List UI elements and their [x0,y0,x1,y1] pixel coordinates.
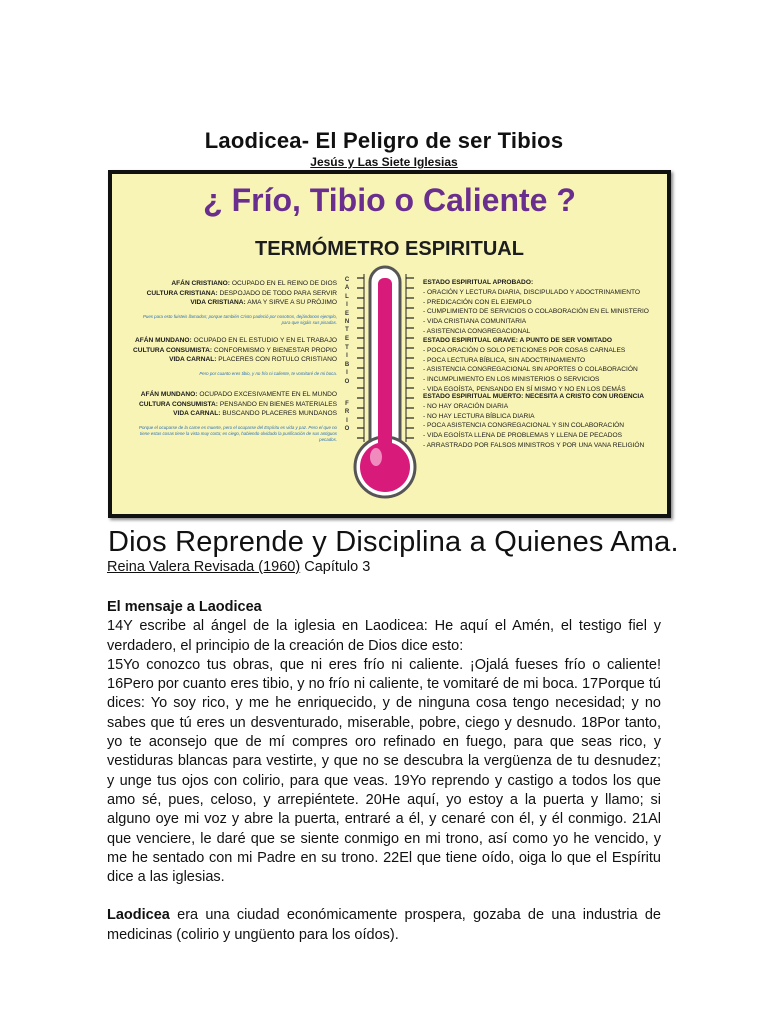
right-item: - VIDA CRISTIANA COMUNITARIA [423,318,527,326]
right-item: - INCUMPLIMIENTO EN LOS MINISTERIOS O SERVICIOS [423,376,600,384]
right-head: ESTADO ESPIRITUAL GRAVE: A PUNTO DE SER VOMITADO [423,337,613,344]
main-heading: Dios Reprende y Disciplina a Quienes Ama. [108,526,679,558]
thermometer-ticks-right [406,278,414,438]
left-quote: Porque el ocuparse de la carne es muerte, pero el ocuparse del Espíritu es vida y paz. Pero el que no tiene estas cosas tiene la vista muy corta; es ciego, habiendo olvidado la purificación de sus antiguos pecados. [139,424,337,442]
right-item: - VIDA EGOÍSTA, PENSANDO EN SÍ MISMO Y NO EN LOS DEMÁS [423,385,626,393]
chapter-label: Capítulo 3 [300,559,371,575]
poster-subheading: TERMÓMETRO ESPIRITUAL [255,238,524,260]
left-line: AFÁN MUNDANO: OCUPADO EN EL ESTUDIO Y EN EL TRABAJO [134,337,337,344]
document-subtitle: Jesús y Las Siete Iglesias [310,155,458,169]
right-group-grave [423,336,638,395]
right-head: ESTADO ESPIRITUAL MUERTO: NECESITA A CRISTO CON URGENCIA [423,393,645,400]
scale-word-frio: F R I O [344,401,350,433]
left-line: AFÁN CRISTIANO: OCUPADO EN EL REINO DE DIOS [171,280,337,287]
thermometer-bulb-shine [370,448,382,466]
right-head: ESTADO ESPIRITUAL APROBADO: [423,279,534,286]
left-group-hot [137,279,337,326]
thermometer-ticks-left [357,278,364,438]
right-item: - POCA ORACIÓN O SOLO PETICIONES POR COSAS CARNALES [423,346,626,354]
right-item: - NO HAY LECTURA BÍBLICA DIARIA [423,412,535,420]
section-title: El mensaje a Laodicea [107,599,262,615]
right-item: - ASISTENCIA CONGREGACIONAL [423,327,531,335]
right-item: - VIDA EGOÍSTA LLENA DE PROBLEMAS Y LLENA DE PECADOS [423,432,622,440]
right-item: - ASISTENCIA CONGREGACIONAL SIN APORTES O COLABORACIÓN [423,366,638,374]
left-group-lukewarm [133,336,337,377]
left-line: CULTURA CONSUMISTA: PENSANDO EN BIENES MATERIALES [139,400,337,408]
document-title: Laodicea- El Peligro de ser Tibios [204,128,564,153]
right-group-approved [423,278,649,337]
scale-word-tibio: T I B I O [344,345,350,385]
right-item: - POCA LECTURA BÍBLICA, SIN ADOCTRINAMIENTO [423,356,586,364]
thermometer-infographic [108,170,671,518]
right-item: - ARRASTRADO POR FALSOS MINISTROS Y POR UNA VANA RELIGIÓN [423,441,645,449]
left-line: CULTURA CRISTIANA: DESPOJADO DE TODO PARA SERVIR [146,289,337,297]
left-line: VIDA CRISTIANA: AMA Y SIRVE A SU PRÓJIMO [190,299,337,307]
closing-paragraph [107,906,661,945]
right-item: - POCA ASISTENCIA CONGREGACIONAL Y SIN COLABORACIÓN [423,422,625,430]
verse-paragraph-1: 14Y escribe al ángel de la iglesia en Laodicea: He aquí el Amén, el testigo fiel y verdadero, el principio de la creación de Dios dice esto: [107,618,661,654]
verse-paragraph-2: 15Yo conozco tus obras, que ni eres frío ni caliente. ¡Ojalá fueses frío o caliente! 16Pero por cuanto eres tibio, y no frío ni caliente, te vomitaré de mi boca. 17Porque tú dices: Yo soy rico, y me he enriquecido, y de ninguna cosa tengo necesidad; y no sabes que tú eres un desventurado, miserable, pobre, ciego y desnudo. 18Por tanto, yo te aconsejo que de mí compres oro refinado en fuego, para que seas rico, y vestiduras blancas para vestirte, y que no se descubra la vergüenza de tu desnudez; y unge tus ojos con colirio, para que veas. 19Yo reprendo y castigo a todos los que amo sé, pues, celoso, y arrepiéntete. 20He aquí, yo estoy a la puerta y llamo; si alguno oye mi voz y abre la puerta, entraré a él, y cenaré con él, y él conmigo. 21Al que venciere, le daré que se siente conmigo en mi trono, así como yo he vencido, y me he sentado con mi Padre en su trono. 22El que tiene oído, oiga lo que el Espíritu dice a las iglesias. [107,656,661,886]
right-item: - NO HAY ORACIÓN DIARIA [423,402,509,410]
right-item: - CUMPLIMIENTO DE SERVICIOS O COLABORACIÓN EN EL MINISTERIO [423,308,649,316]
bible-version-line [107,559,370,575]
left-quote: Pero por cuanto eres tibio, y no frío ni caliente, te vomitaré de mi boca. [199,370,337,376]
left-line: VIDA CARNAL: PLACERES CON ROTULO CRISTIANO [169,356,337,364]
bible-version-link[interactable]: Reina Valera Revisada (1960) [107,559,301,575]
left-group-cold [137,390,337,443]
scale-word-caliente: C A L I E N T E [344,277,350,342]
right-item: - PREDICACIÓN CON EL EJEMPLO [423,298,532,306]
closing-bold: Laodicea [107,907,170,924]
thermometer-mercury [378,278,392,458]
poster-heading: ¿ Frío, Tibio o Caliente ? [203,182,576,218]
left-line: AFÁN MUNDANO: OCUPADO EXCESIVAMENTE EN EL MUNDO [140,391,337,398]
left-line: CULTURA CONSUMISTA: CONFORMISMO Y BIENESTAR PROPIO [133,346,337,354]
right-item: - ORACIÓN Y LECTURA DIARIA, DISCIPULADO Y ADOCTRINAMIENTO [423,288,641,296]
left-quote: Pues para esto fuisteis llamados; porque también Cristo padeció por nosotros, dejándonos ejemplo, para que sigáis sus pisadas. [142,313,337,325]
scripture-article [107,598,661,945]
left-line: VIDA CARNAL: BUSCANDO PLACERES MUNDANOS [173,410,337,418]
closing-rest: era una ciudad económicamente prospera, gozaba de una industria de medicinas (colirio y ungüento para los oídos). [107,907,661,943]
right-group-dead [423,392,644,451]
